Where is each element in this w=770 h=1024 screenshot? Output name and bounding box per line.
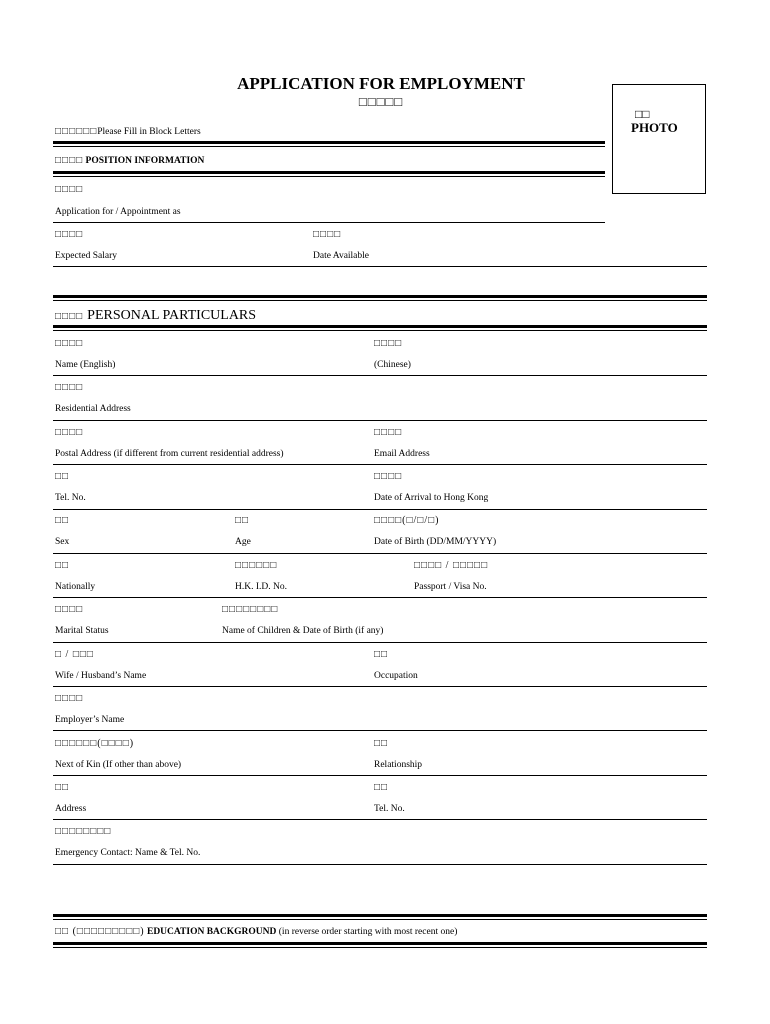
divider-thin — [53, 330, 707, 331]
photo-label-chinese: □□ — [635, 107, 650, 121]
divider-thin — [53, 919, 707, 920]
dob-label-chinese: □□□□(□/□/□) — [374, 515, 440, 526]
salary-label-chinese: □□□□ — [55, 229, 84, 240]
divider-thin — [53, 300, 707, 301]
section-heading-position — [55, 155, 204, 166]
kin-tel-label-chinese: □□ — [374, 782, 389, 793]
available-label-chinese: □□□□ — [313, 229, 342, 240]
divider-thin — [53, 176, 605, 177]
education-heading: EDUCATION BACKGROUND — [146, 927, 277, 937]
spouse-name-label-chinese: □ / □□□ — [55, 649, 94, 660]
employer-name-label: Employer’s Name — [55, 715, 125, 725]
residential-address-label: Residential Address — [55, 404, 131, 414]
arrival-date-label-chinese: □□□□ — [374, 471, 403, 482]
spouse-name-label: Wife / Husband’s Name — [55, 671, 147, 681]
marital-status-label: Marital Status — [55, 626, 109, 636]
field-line[interactable] — [53, 375, 707, 376]
passport-label: Passport / Visa No. — [414, 582, 487, 592]
sex-label: Sex — [55, 537, 70, 547]
education-heading-note: (in reverse order starting with most recent one) — [278, 927, 458, 937]
applied-label-chinese: □□□□ — [55, 184, 84, 195]
salary-field-line[interactable] — [53, 266, 707, 267]
section-heading-education — [55, 926, 457, 937]
hkid-label: H.K. I.D. No. — [235, 582, 287, 592]
divider-thin — [53, 947, 707, 948]
divider-thick — [53, 295, 707, 298]
marital-status-label-chinese: □□□□ — [55, 604, 84, 615]
photo-box — [612, 84, 706, 194]
applied-label: Application for / Appointment as — [55, 207, 181, 217]
field-line[interactable] — [53, 597, 707, 598]
occupation-label-chinese: □□ — [374, 649, 389, 660]
field-line[interactable] — [53, 864, 707, 865]
emergency-contact-label-chinese: □□□□□□□□ — [55, 826, 112, 837]
age-label: Age — [235, 537, 251, 547]
arrival-date-label: Date of Arrival to Hong Kong — [374, 493, 489, 503]
divider-thick — [53, 325, 707, 328]
personal-heading-chinese: □□□□ — [55, 311, 84, 322]
education-heading-chinese: □□ (□□□□□□□□□) — [55, 926, 145, 937]
field-line[interactable] — [53, 553, 707, 554]
field-line[interactable] — [53, 642, 707, 643]
divider-thick — [53, 942, 707, 945]
nationality-label: Nationally — [55, 582, 96, 592]
applied-field-line[interactable] — [53, 222, 605, 223]
children-label-chinese: □□□□□□□□ — [222, 604, 279, 615]
nationality-label-chinese: □□ — [55, 560, 70, 571]
next-of-kin-label-chinese: □□□□□□(□□□□) — [55, 738, 135, 749]
emergency-contact-label: Emergency Contact: Name & Tel. No. — [55, 848, 201, 858]
kin-address-label-chinese: □□ — [55, 782, 70, 793]
personal-heading: PERSONAL PARTICULARS — [87, 308, 257, 323]
children-label: Name of Children & Date of Birth (if any) — [222, 626, 384, 636]
position-heading-chinese: □□□□ — [55, 155, 84, 166]
field-line[interactable] — [53, 775, 707, 776]
age-label-chinese: □□ — [235, 515, 250, 526]
kin-tel-label: Tel. No. — [374, 804, 405, 814]
kin-address-label: Address — [55, 804, 87, 814]
sex-label-chinese: □□ — [55, 515, 70, 526]
position-heading: POSITION INFORMATION — [85, 156, 205, 166]
divider-thin — [53, 146, 605, 147]
salary-label: Expected Salary — [55, 251, 117, 261]
instruction-chinese: □□□□□□ — [55, 126, 98, 137]
occupation-label: Occupation — [374, 671, 418, 681]
field-line[interactable] — [53, 464, 707, 465]
name-english-label: Name (English) — [55, 360, 116, 370]
email-label-chinese: □□□□ — [374, 427, 403, 438]
dob-label: Date of Birth (DD/MM/YYYY) — [374, 537, 497, 547]
name-chinese-label: (Chinese) — [374, 360, 411, 370]
section-heading-personal — [55, 306, 256, 324]
field-line[interactable] — [53, 420, 707, 421]
available-label: Date Available — [313, 251, 370, 261]
employer-name-label-chinese: □□□□ — [55, 693, 84, 704]
instruction-line — [55, 126, 201, 137]
form-title: APPLICATION FOR EMPLOYMENT — [237, 74, 525, 93]
divider-thick — [53, 141, 605, 144]
divider-thick — [53, 171, 605, 174]
postal-address-label: Postal Address (if different from current residential address) — [55, 449, 284, 459]
name-english-label-chinese: □□□□ — [55, 338, 84, 349]
relationship-label: Relationship — [374, 760, 423, 770]
next-of-kin-label: Next of Kin (If other than above) — [55, 760, 182, 770]
tel-label-chinese: □□ — [55, 471, 70, 482]
divider-thick — [53, 914, 707, 917]
field-line[interactable] — [53, 819, 707, 820]
postal-address-label-chinese: □□□□ — [55, 427, 84, 438]
email-label: Email Address — [374, 449, 430, 459]
photo-label: PHOTO — [631, 120, 678, 135]
relationship-label-chinese: □□ — [374, 738, 389, 749]
tel-label: Tel. No. — [55, 493, 86, 503]
field-line[interactable] — [53, 509, 707, 510]
residential-address-label-chinese: □□□□ — [55, 382, 84, 393]
form-title-chinese: □□□□□ — [358, 94, 404, 109]
field-line[interactable] — [53, 730, 707, 731]
hkid-label-chinese: □□□□□□ — [235, 560, 278, 571]
name-chinese-label-chinese: □□□□ — [374, 338, 403, 349]
passport-label-chinese: □□□□ / □□□□□ — [414, 560, 489, 571]
field-line[interactable] — [53, 686, 707, 687]
instruction-text: Please Fill in Block Letters — [97, 127, 201, 137]
